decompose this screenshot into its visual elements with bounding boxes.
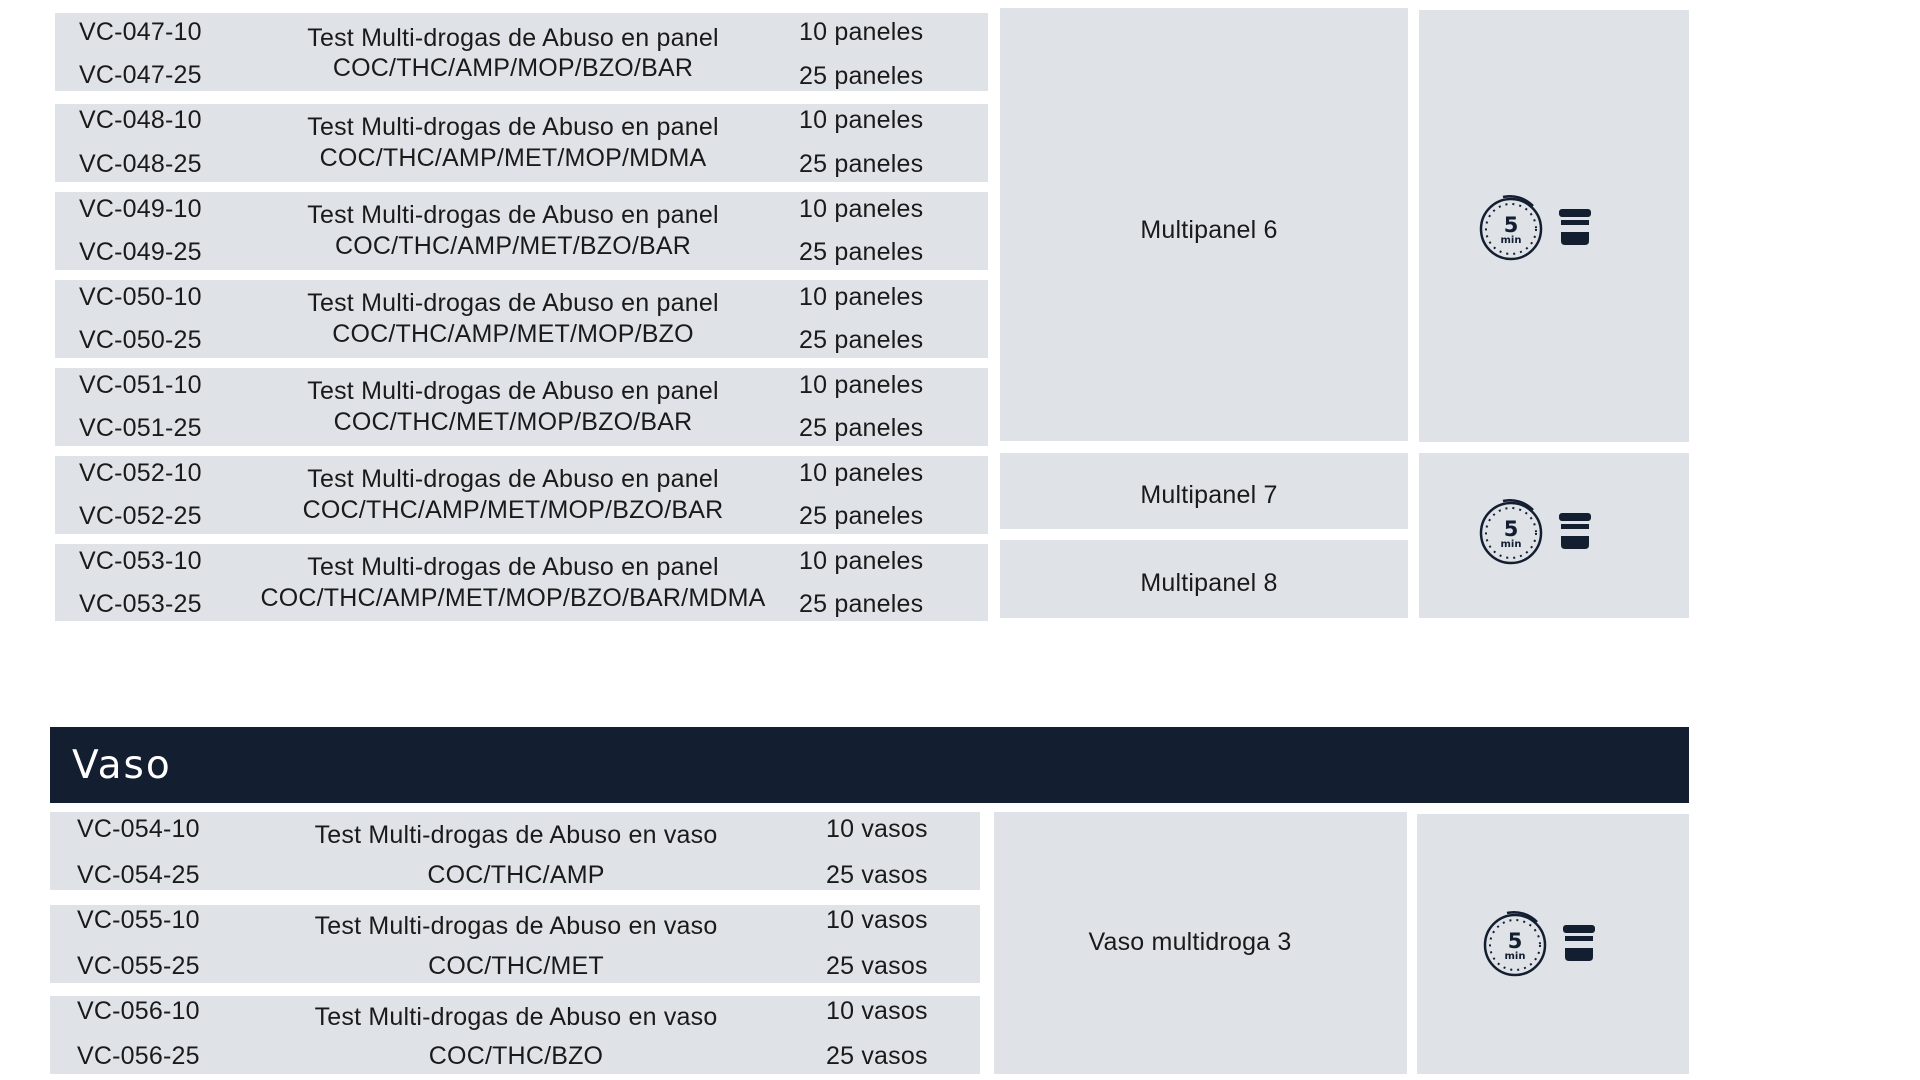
timer-5min-icon bbox=[1482, 908, 1548, 978]
timer-5min-icon bbox=[1478, 496, 1544, 566]
icon-group bbox=[1482, 908, 1596, 978]
section-header-vaso bbox=[50, 727, 1689, 803]
svg-text:5: 5 bbox=[1503, 517, 1519, 541]
product-code: VC-053-25 bbox=[79, 590, 202, 618]
pack-quantity: 10 paneles bbox=[799, 18, 924, 46]
svg-text:5: 5 bbox=[1507, 929, 1523, 953]
pack-quantity: 25 vasos bbox=[826, 952, 928, 980]
product-code: VC-051-10 bbox=[79, 371, 202, 399]
product-code: VC-049-10 bbox=[79, 195, 202, 223]
product-analytes: COC/THC/AMP/MET/BZO/BAR bbox=[334, 232, 692, 260]
product-description: Test Multi-drogas de Abuso en panel bbox=[307, 553, 719, 581]
product-code: VC-050-25 bbox=[79, 326, 202, 354]
product-analytes: COC/THC/MET/MOP/BZO/BAR bbox=[333, 408, 693, 436]
group-label: Vaso multidroga 3 bbox=[1088, 928, 1292, 956]
product-code: VC-052-25 bbox=[79, 502, 202, 530]
product-description: Test Multi-drogas de Abuso en panel bbox=[307, 289, 719, 317]
section-title: Vaso bbox=[72, 743, 172, 788]
product-description: Test Multi-drogas de Abuso en panel bbox=[307, 377, 719, 405]
product-code: VC-054-25 bbox=[77, 861, 200, 889]
pack-quantity: 25 paneles bbox=[799, 502, 924, 530]
product-code: VC-053-10 bbox=[79, 547, 202, 575]
product-analytes: COC/THC/AMP/MOP/BZO/BAR bbox=[332, 54, 694, 82]
pack-quantity: 25 paneles bbox=[799, 326, 924, 354]
pack-quantity: 25 vasos bbox=[826, 861, 928, 889]
svg-text:min: min bbox=[1500, 539, 1522, 550]
product-analytes: COC/THC/AMP/MET/MOP/BZO/BAR bbox=[302, 496, 724, 524]
product-code: VC-047-25 bbox=[79, 61, 202, 89]
pack-quantity: 25 paneles bbox=[799, 62, 924, 90]
product-code: VC-048-10 bbox=[79, 106, 202, 134]
product-code: VC-049-25 bbox=[79, 238, 202, 266]
group-label: Multipanel 7 bbox=[1140, 481, 1278, 509]
product-description: Test Multi-drogas de Abuso en panel bbox=[307, 201, 719, 229]
product-code: VC-056-10 bbox=[77, 997, 200, 1025]
pack-quantity: 10 paneles bbox=[799, 106, 924, 134]
pack-quantity: 10 paneles bbox=[799, 195, 924, 223]
pack-quantity: 10 paneles bbox=[799, 547, 924, 575]
product-analytes: COC/THC/AMP/MET/MOP/MDMA bbox=[319, 144, 707, 172]
pack-quantity: 10 vasos bbox=[826, 815, 928, 843]
svg-text:5: 5 bbox=[1503, 213, 1519, 237]
product-analytes: COC/THC/MET bbox=[428, 952, 604, 980]
product-code: VC-051-25 bbox=[79, 414, 202, 442]
pack-quantity: 25 vasos bbox=[826, 1042, 928, 1070]
product-description: Test Multi-drogas de Abuso en panel bbox=[307, 24, 719, 52]
product-analytes: COC/THC/AMP/MET/MOP/BZO bbox=[332, 320, 694, 348]
product-analytes: COC/THC/AMP bbox=[427, 861, 605, 889]
pack-quantity: 25 paneles bbox=[799, 414, 924, 442]
product-description: Test Multi-drogas de Abuso en panel bbox=[307, 465, 719, 493]
product-description: Test Multi-drogas de Abuso en vaso bbox=[314, 912, 718, 940]
pack-quantity: 10 vasos bbox=[826, 997, 928, 1025]
product-description: Test Multi-drogas de Abuso en panel bbox=[307, 113, 719, 141]
timer-5min-icon bbox=[1478, 192, 1544, 262]
product-description: Test Multi-drogas de Abuso en vaso bbox=[314, 1003, 718, 1031]
icon-group bbox=[1478, 192, 1592, 262]
product-analytes: COC/THC/AMP/MET/MOP/BZO/BAR/MDMA bbox=[260, 584, 766, 612]
pack-quantity: 10 vasos bbox=[826, 906, 928, 934]
pack-quantity: 10 paneles bbox=[799, 371, 924, 399]
group-label: Multipanel 8 bbox=[1140, 569, 1278, 597]
product-code: VC-048-25 bbox=[79, 150, 202, 178]
pack-quantity: 10 paneles bbox=[799, 459, 924, 487]
urine-cup-icon bbox=[1558, 208, 1592, 246]
product-code: VC-056-25 bbox=[77, 1042, 200, 1070]
product-code: VC-055-25 bbox=[77, 952, 200, 980]
svg-text:min: min bbox=[1500, 235, 1522, 246]
urine-cup-icon bbox=[1558, 512, 1592, 550]
group-label: Multipanel 6 bbox=[1140, 216, 1278, 244]
product-code: VC-047-10 bbox=[79, 18, 202, 46]
pack-quantity: 25 paneles bbox=[799, 150, 924, 178]
product-code: VC-055-10 bbox=[77, 906, 200, 934]
product-code: VC-050-10 bbox=[79, 283, 202, 311]
pack-quantity: 25 paneles bbox=[799, 590, 924, 618]
product-code: VC-052-10 bbox=[79, 459, 202, 487]
svg-text:min: min bbox=[1504, 951, 1526, 962]
product-analytes: COC/THC/BZO bbox=[428, 1042, 604, 1070]
product-code: VC-054-10 bbox=[77, 815, 200, 843]
pack-quantity: 10 paneles bbox=[799, 283, 924, 311]
product-description: Test Multi-drogas de Abuso en vaso bbox=[314, 821, 718, 849]
icon-group bbox=[1478, 496, 1592, 566]
urine-cup-icon bbox=[1562, 924, 1596, 962]
pack-quantity: 25 paneles bbox=[799, 238, 924, 266]
